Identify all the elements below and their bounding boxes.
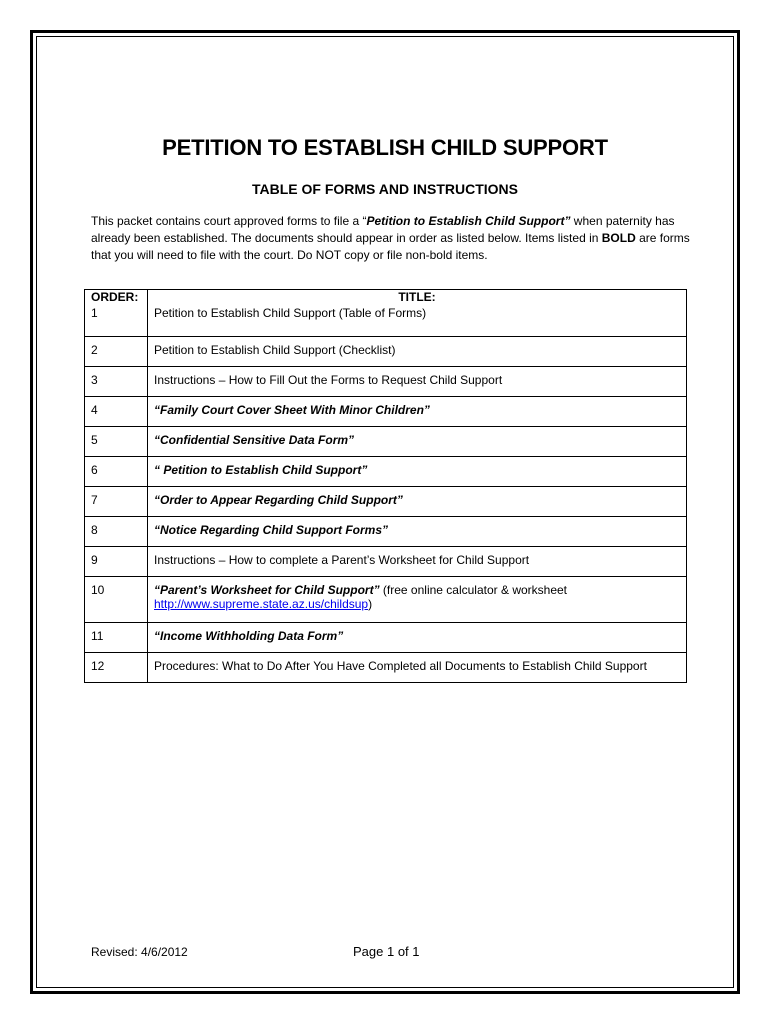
table-row	[85, 397, 687, 427]
table-header-row	[85, 290, 687, 305]
page-subtitle: TABLE OF FORMS AND INSTRUCTIONS	[252, 181, 518, 197]
title-cell: “Order to Appear Regarding Child Support”	[148, 487, 687, 517]
intro-paragraph	[91, 213, 691, 264]
order-cell: 11	[85, 623, 148, 653]
order-cell: 6	[85, 457, 148, 487]
title-cell: “Income Withholding Data Form”	[148, 623, 687, 653]
title-cell: “ Petition to Establish Child Support”	[148, 457, 687, 487]
title-cell: “Notice Regarding Child Support Forms”	[148, 517, 687, 547]
title-cell: “Confidential Sensitive Data Form”	[148, 427, 687, 457]
intro-bold-word: BOLD	[601, 231, 636, 245]
order-cell: 2	[85, 337, 148, 367]
revised-date: Revised: 4/6/2012	[91, 945, 188, 959]
table-row	[85, 427, 687, 457]
order-cell: 4	[85, 397, 148, 427]
table-row	[85, 577, 687, 623]
title-cell: Procedures: What to Do After You Have Completed all Documents to Establish Child Support	[148, 653, 687, 683]
table-row	[85, 547, 687, 577]
title-cell: Petition to Establish Child Support (Table of Forms)	[148, 304, 687, 337]
order-cell: 10	[85, 577, 148, 623]
order-cell: 9	[85, 547, 148, 577]
table-row	[85, 337, 687, 367]
title-cell: Instructions – How to complete a Parent’s Worksheet for Child Support	[148, 547, 687, 577]
worksheet-title: “Parent’s Worksheet for Child Support”	[154, 583, 380, 597]
page-title: PETITION TO ESTABLISH CHILD SUPPORT	[162, 135, 608, 160]
intro-text-3: are forms that you will need to file with the court. Do NOT copy or file non-bold items.	[91, 231, 690, 262]
title-cell: Instructions – How to Fill Out the Forms to Request Child Support	[148, 367, 687, 397]
worksheet-note-close: )	[368, 597, 373, 611]
table-row	[85, 304, 687, 337]
table-row	[85, 653, 687, 683]
order-cell: 8	[85, 517, 148, 547]
table-row	[85, 457, 687, 487]
intro-text-2: when paternity has already been established. The documents should appear in order as listed below. Items listed in	[91, 214, 675, 245]
title-column-header: TITLE:	[148, 290, 687, 305]
order-cell: 3	[85, 367, 148, 397]
title-cell: Petition to Establish Child Support (Checklist)	[148, 337, 687, 367]
table-row	[85, 367, 687, 397]
worksheet-note: (free online calculator & worksheet	[379, 583, 568, 597]
order-cell: 5	[85, 427, 148, 457]
childsup-link[interactable]: http://www.supreme.state.az.us/childsup	[154, 597, 369, 611]
order-cell: 7	[85, 487, 148, 517]
intro-text-1: This packet contains court approved forms to file a “	[91, 214, 367, 228]
order-cell: 1	[85, 304, 148, 337]
intro-form-name: Petition to Establish Child Support”	[366, 214, 571, 228]
forms-table	[84, 289, 687, 683]
table-row	[85, 517, 687, 547]
order-cell: 12	[85, 653, 148, 683]
title-cell	[148, 577, 687, 623]
table-row	[85, 623, 687, 653]
order-column-header: ORDER:	[85, 290, 148, 305]
page-number: Page 1 of 1	[353, 944, 420, 959]
title-cell: “Family Court Cover Sheet With Minor Children”	[148, 397, 687, 427]
table-row	[85, 487, 687, 517]
